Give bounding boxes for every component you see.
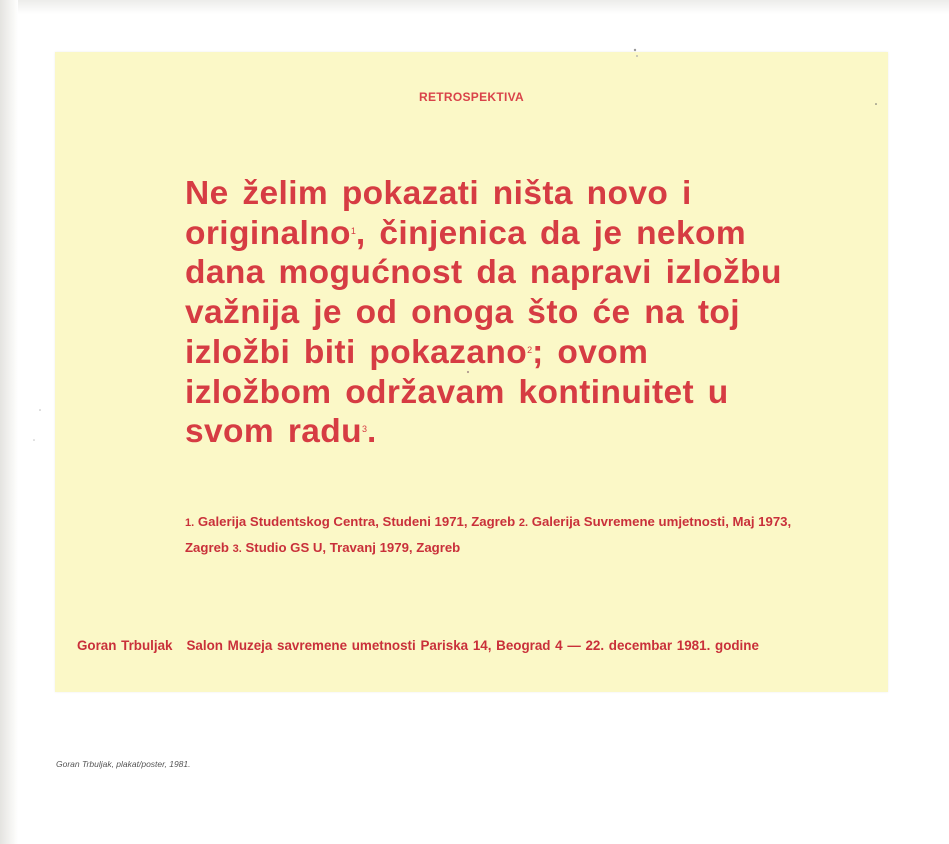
footnote-text: Galerija Suvremene umjetnosti, Maj 1973, Zagreb xyxy=(185,514,792,555)
artist-name: Goran Trbuljak xyxy=(77,638,173,653)
page-edge-top xyxy=(0,0,949,14)
image-caption: Goran Trbuljak, plakat/poster, 1981. xyxy=(56,759,191,769)
footnote-ref-3: 3 xyxy=(362,424,368,435)
speck xyxy=(39,409,41,411)
poster-statement xyxy=(185,174,785,452)
statement-part-4: . xyxy=(367,413,377,451)
statement-part-3: ; ovom izložbom održavam kontinuitet u svom radu xyxy=(185,333,729,451)
footnote-number: 3. xyxy=(232,542,242,555)
credit-line xyxy=(77,638,877,653)
footnote-number: 1. xyxy=(185,517,195,529)
footnote-text: Galerija Studentskog Centra, Studeni 1971, Zagreb xyxy=(197,514,516,529)
poster-header: RETROSPEKTIVA xyxy=(418,90,525,104)
footnote-number: 2. xyxy=(518,517,529,529)
footnotes xyxy=(185,510,805,561)
speck xyxy=(634,49,636,51)
footnote-ref-2: 2 xyxy=(527,344,533,355)
speck xyxy=(33,439,35,441)
footnote-text: Studio GS U, Travanj 1979, Zagreb xyxy=(245,539,461,555)
footnote-ref-1: 1 xyxy=(350,225,356,236)
statement-part-1: Ne želim pokazati ništa novo i originalno xyxy=(185,175,692,252)
venue-text: Salon Muzeja savremene umetnosti Pariska 14, Beograd 4 — 22. decembar 1981. godine xyxy=(186,638,759,653)
poster xyxy=(55,52,888,692)
page-edge-left xyxy=(0,0,18,844)
statement-part-2: , činjenica da je nekom dana mogućnost da napravi izložbu važnija je od onoga što će na toj izložbi biti pokazano xyxy=(185,214,782,371)
